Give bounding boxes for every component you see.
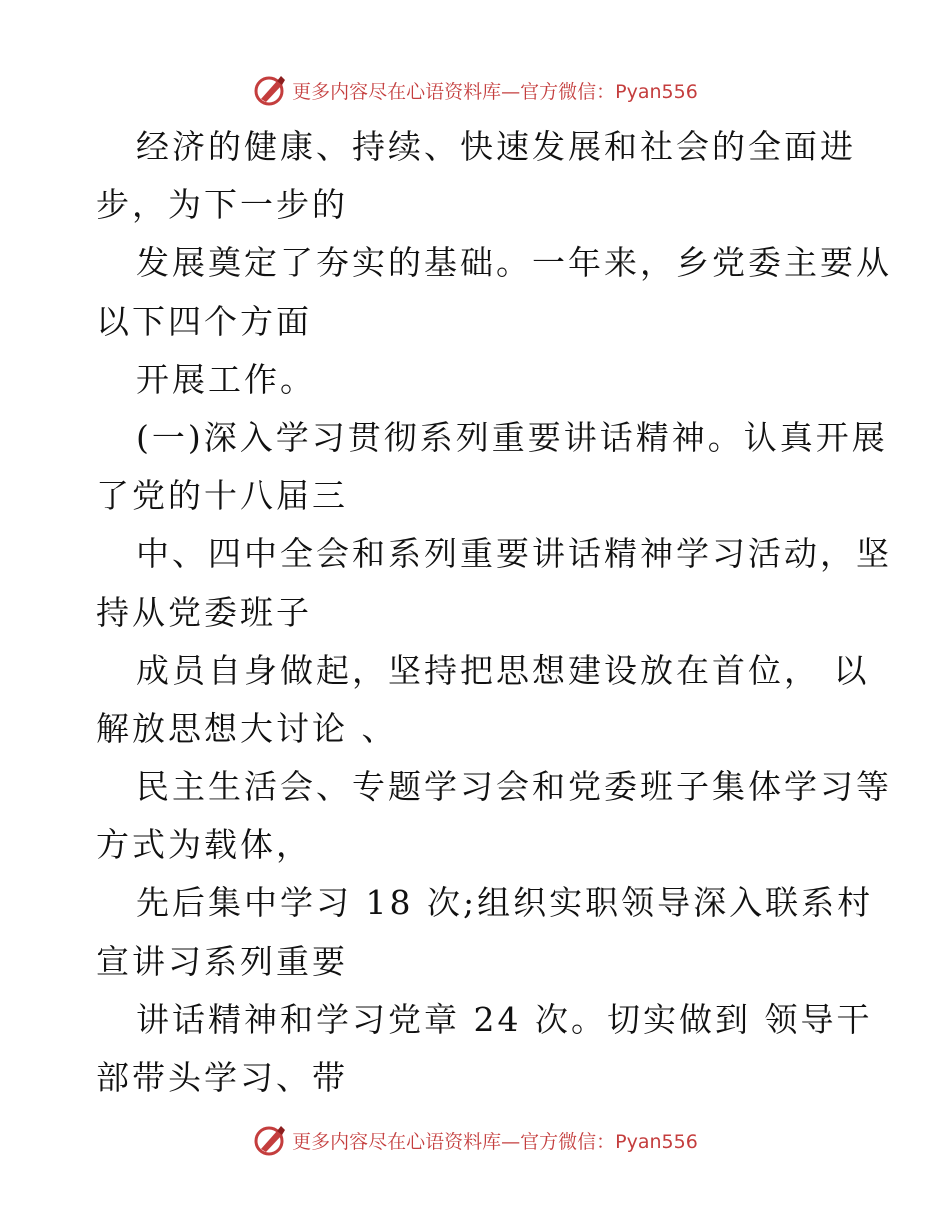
pen-logo-icon (252, 72, 288, 108)
text-line: 成员自身做起，坚持把思想建设放在首位， 以 (136, 650, 870, 690)
header-banner (0, 70, 950, 110)
header-site-text: 更多内容尽在心语资料库—官方微信：Pyan556 (292, 80, 698, 103)
text-line: 经济的健康、持续、快速发展和社会的全面进 (136, 127, 856, 166)
text-line: 解放思想大讨论 、 (96, 708, 398, 748)
header-wechat-id: Pyan556 (615, 80, 698, 103)
document-body (96, 118, 892, 1107)
text-line: 讲话精神和学习党章 24 次。切实做到 领导干 (136, 999, 873, 1039)
text-line: (一)深入学习贯彻系列重要讲话精神。认真开展 (136, 417, 888, 457)
pen-logo-icon (252, 1122, 288, 1158)
text-line: 先后集中学习 18 次;组织实职领导深入联系村 (136, 883, 874, 923)
text-line: 开展工作。 (136, 359, 316, 399)
text-line: 持从党委班子 (96, 592, 312, 632)
text-line: 宣讲习系列重要 (96, 941, 348, 981)
text-line: 部带头学习、带 (96, 1058, 348, 1097)
text-line: 以下四个方面 (96, 301, 312, 341)
text-line: 民主生活会、专题学习会和党委班子集体学习等 (136, 767, 892, 807)
footer-site-text: 更多内容尽在心语资料库—官方微信：Pyan556 (292, 1130, 698, 1153)
text-line: 中、四中全会和系列重要讲话精神学习活动，坚 (136, 534, 892, 574)
footer-banner (0, 1120, 950, 1160)
text-line: 了党的十八届三 (96, 476, 348, 516)
text-line: 发展奠定了夯实的基础。一年来，乡党委主要从 (136, 243, 892, 283)
text-line: 方式为载体， (96, 825, 312, 865)
text-line: 步，为下一步的 (96, 185, 348, 225)
footer-wechat-id: Pyan556 (615, 1130, 698, 1153)
